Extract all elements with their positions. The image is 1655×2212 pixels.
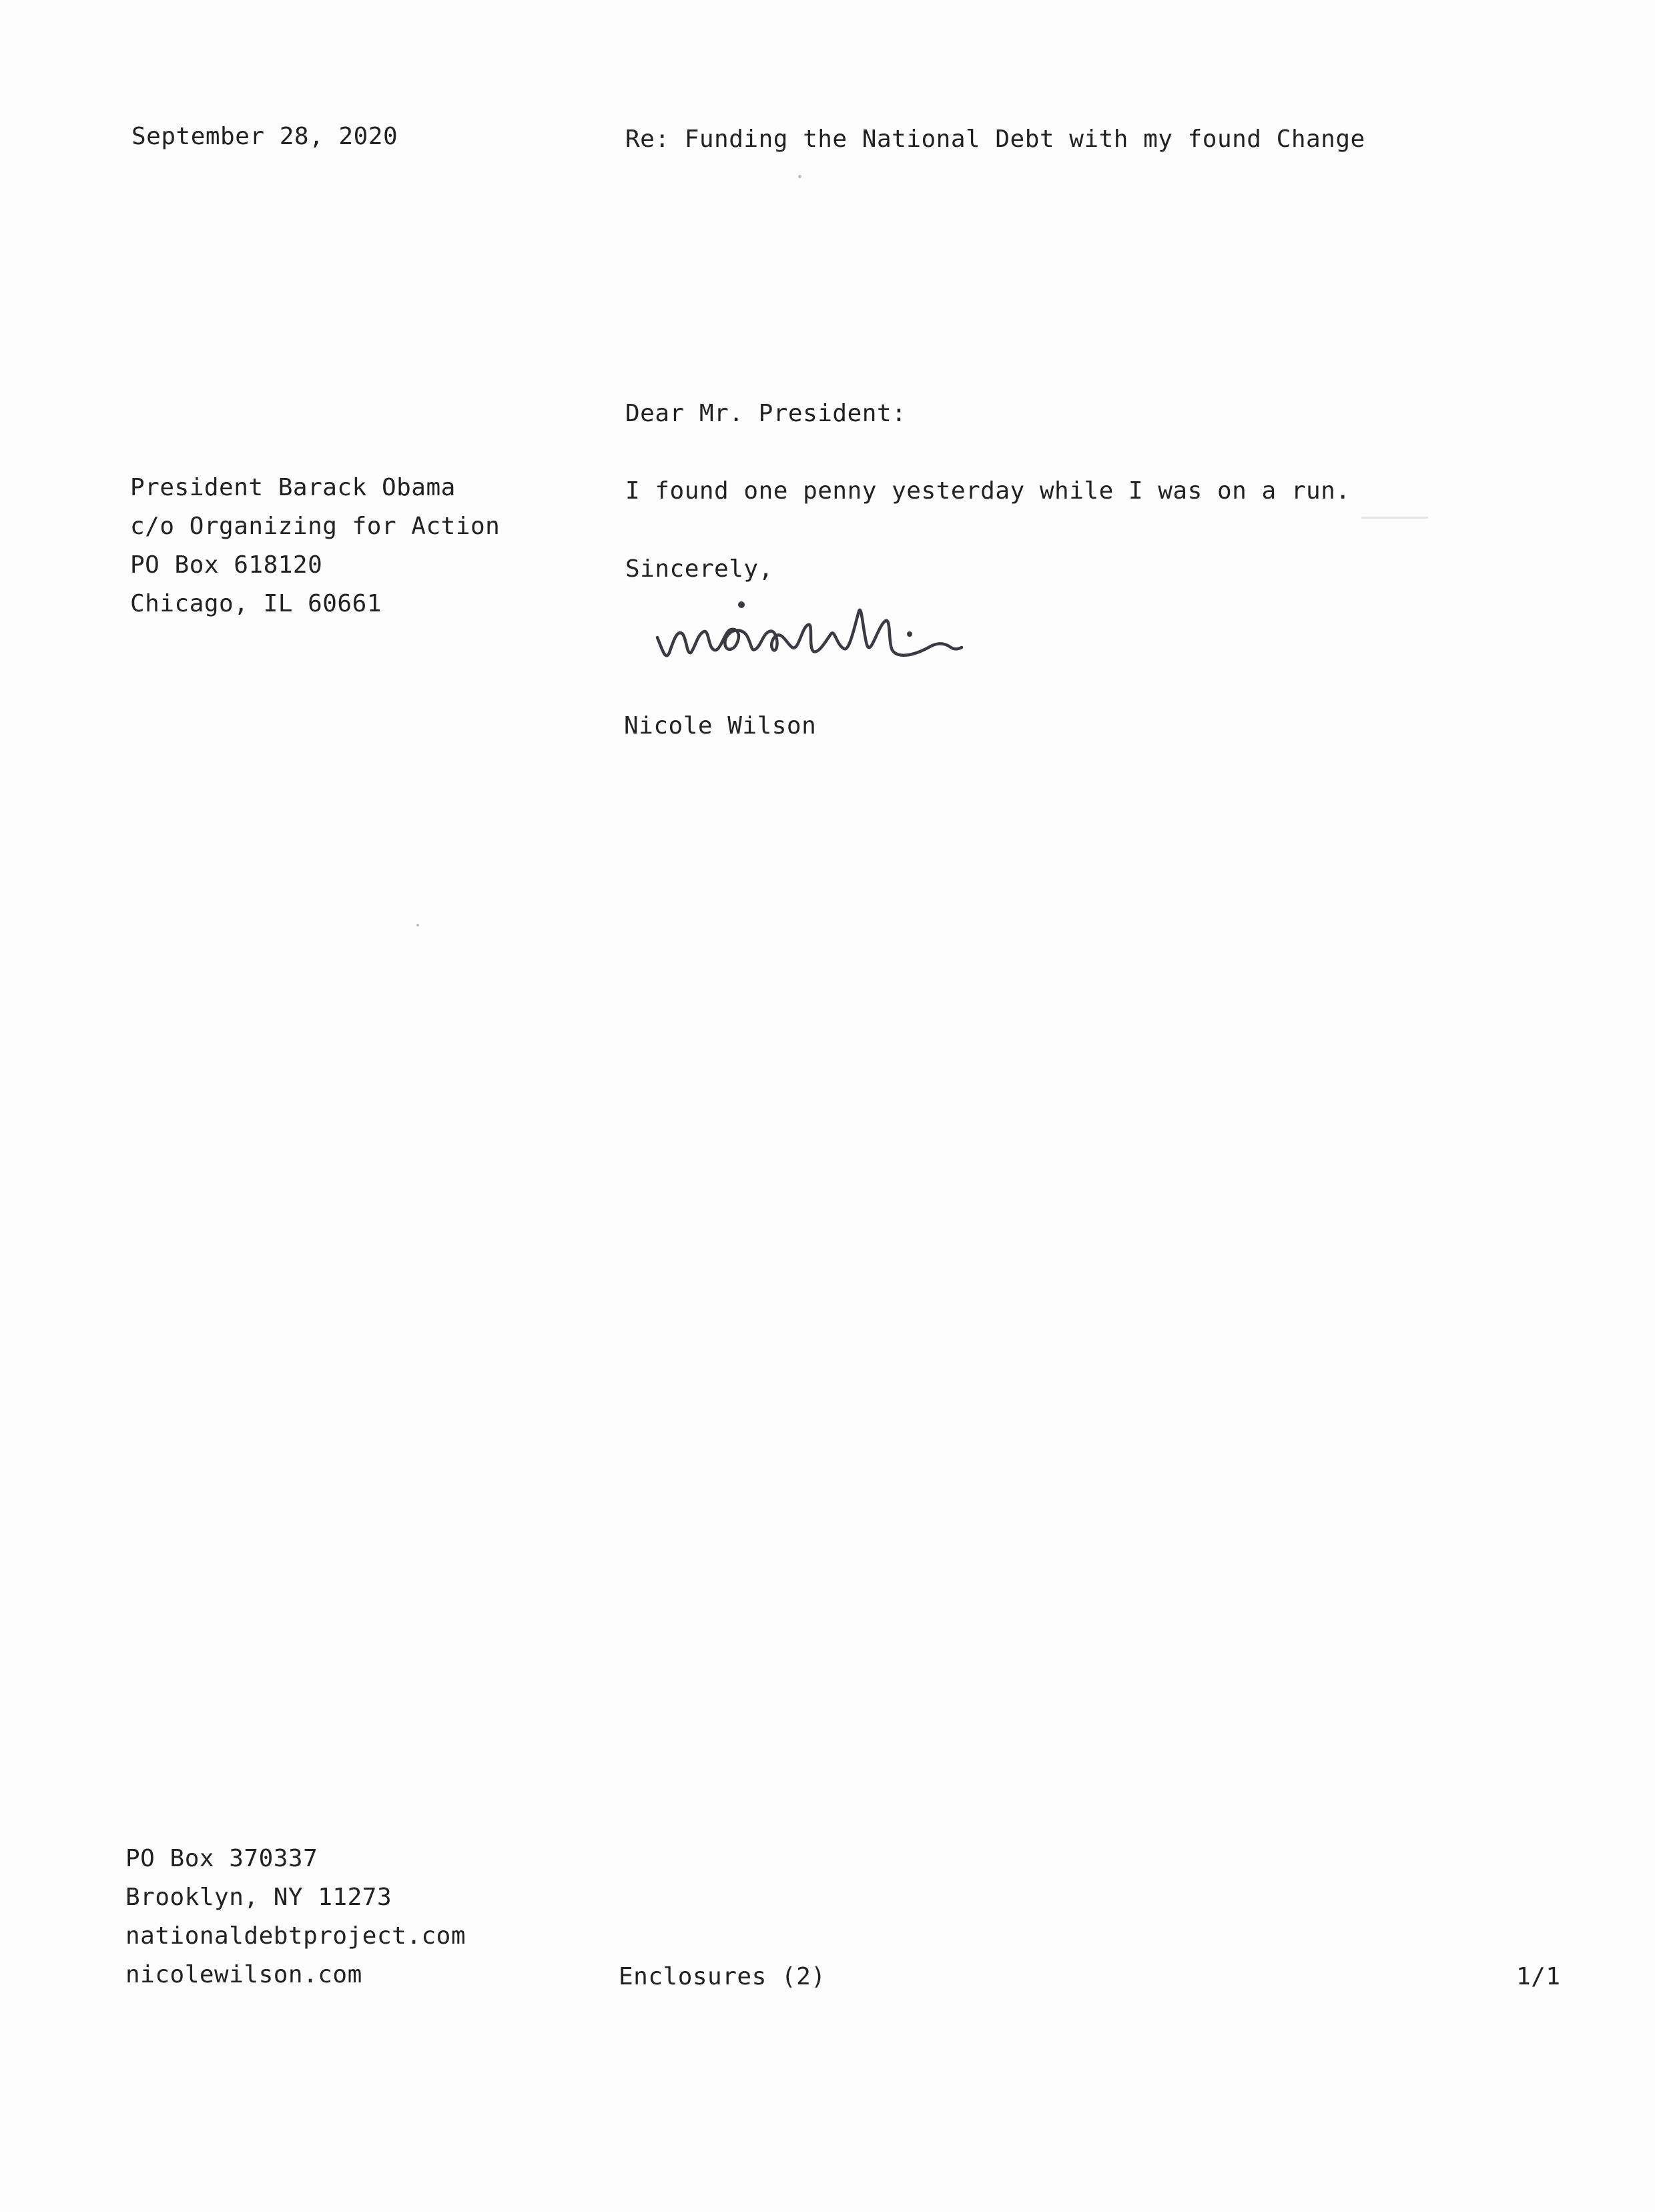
signer-name: Nicole Wilson bbox=[624, 712, 817, 740]
sender-address bbox=[125, 1840, 466, 1994]
paper-speck bbox=[1361, 517, 1428, 519]
sender-po-box: PO Box 370337 bbox=[125, 1845, 318, 1872]
closing: Sincerely, bbox=[625, 555, 773, 583]
letter-body: I found one penny yesterday while I was on a run. bbox=[625, 477, 1351, 505]
sender-personal-website: nicolewilson.com bbox=[125, 1961, 362, 1988]
letter-subject: Re: Funding the National Debt with my found Change bbox=[625, 125, 1365, 153]
sender-city: Brooklyn, NY 11273 bbox=[125, 1884, 392, 1911]
paper-speck bbox=[416, 924, 419, 926]
enclosures-note: Enclosures (2) bbox=[619, 1963, 826, 1990]
recipient-city: Chicago, IL 60661 bbox=[130, 590, 382, 617]
recipient-po-box: PO Box 618120 bbox=[130, 551, 323, 579]
paper-speck bbox=[798, 175, 801, 178]
recipient-address bbox=[130, 469, 500, 623]
handwritten-signature bbox=[651, 587, 984, 681]
salutation: Dear Mr. President: bbox=[625, 400, 907, 427]
sender-website: nationaldebtproject.com bbox=[125, 1922, 466, 1950]
recipient-name: President Barack Obama bbox=[130, 474, 456, 501]
letter-date: September 28, 2020 bbox=[131, 123, 398, 150]
page-number: 1/1 bbox=[1516, 1963, 1561, 1990]
recipient-organization: c/o Organizing for Action bbox=[130, 513, 501, 540]
